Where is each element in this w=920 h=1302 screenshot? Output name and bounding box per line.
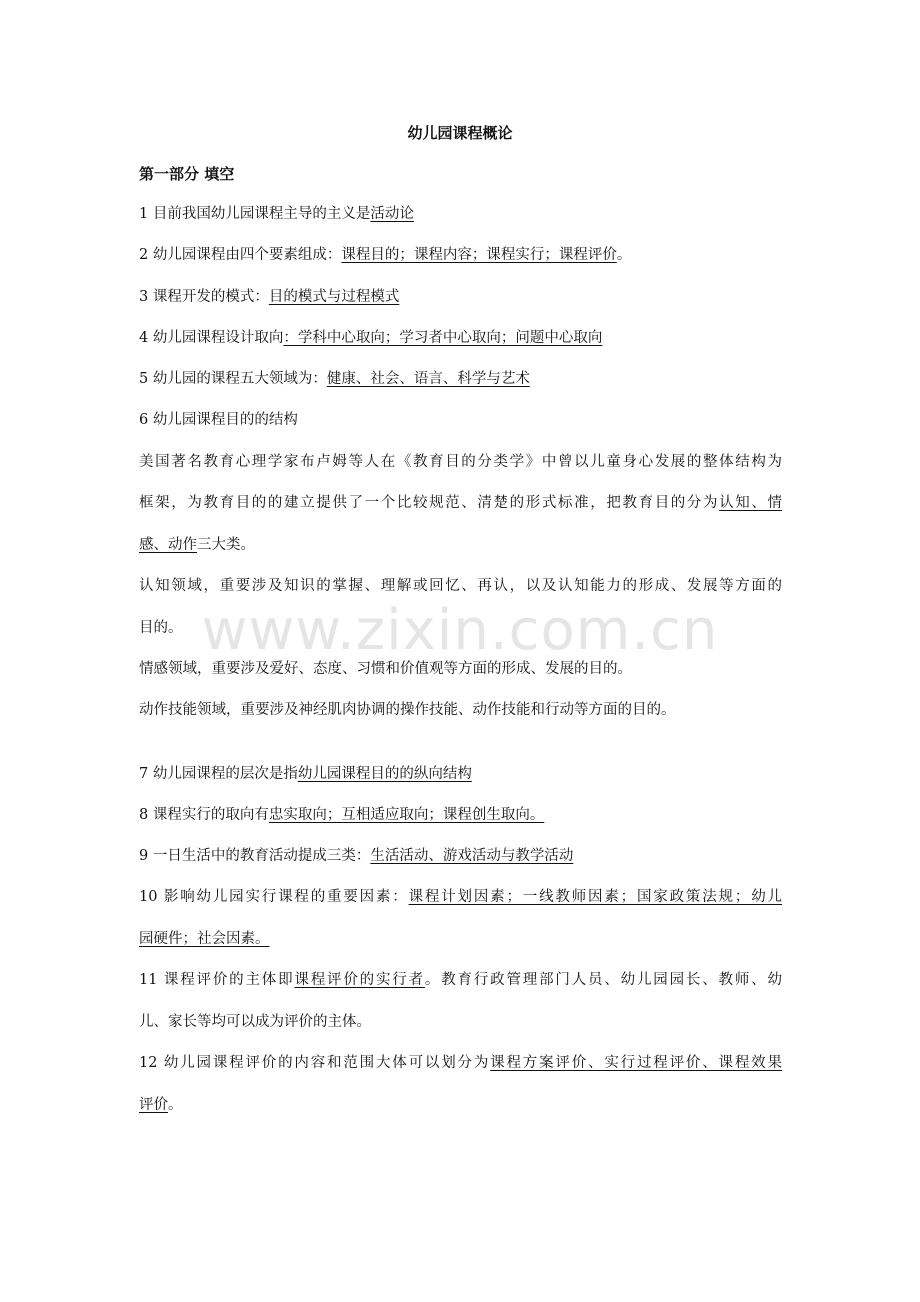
- answer: ：学科中心取向；学习者中心取向；问题中心取向: [283, 330, 603, 346]
- paragraph-line: 情感领域，重要涉及爱好、态度、习惯和价值观等方面的形成、发展的目的。: [139, 661, 632, 677]
- question-text: 5 幼儿园的课程五大领域为：: [139, 371, 327, 387]
- question-tail: 。: [616, 247, 632, 263]
- question-text: 11 课程评价的主体即: [139, 972, 295, 988]
- answer: 认知、情: [719, 495, 783, 511]
- answer: 健康、社会、语言、科学与艺术: [326, 371, 530, 387]
- question-text: 10 影响幼儿园实行课程的重要因素：: [139, 889, 409, 905]
- question-3: [139, 287, 399, 307]
- paragraph-line: 动作技能领域，重要涉及神经肌肉协调的操作技能、动作技能和行动等方面的目的。: [139, 702, 676, 718]
- answer: 幼儿园课程目的的纵向结构: [297, 766, 472, 782]
- paragraph-text: 三大类。: [197, 537, 255, 553]
- question-8: [139, 805, 544, 825]
- watermark: www.zixin.com.cn: [201, 598, 719, 663]
- question-text: 4 幼儿园课程设计取向: [139, 330, 284, 346]
- answer: 忠实取向；互相适应取向；课程创生取向。: [268, 807, 545, 823]
- page-title: 幼儿园课程概论: [407, 124, 513, 142]
- question-text: 8 课程实行的取向有: [139, 807, 269, 823]
- paragraph-text: 框架，为教育目的的建立提供了一个比较规范、清楚的形式标准，把教育目的分为: [139, 495, 720, 511]
- question-6: [139, 410, 298, 430]
- answer: 活动论: [370, 206, 414, 222]
- paragraph-line: [139, 493, 782, 513]
- paragraph-line: 认知领域，重要涉及知识的掌握、理解或回忆、再认，以及认知能力的形成、发展等方面的: [139, 578, 782, 594]
- question-7: [139, 764, 472, 784]
- question-2: [139, 245, 631, 265]
- question-5: [139, 369, 530, 389]
- paragraph-line: 美国著名教育心理学家布卢姆等人在《教育目的分类学》中曾以儿童身心发展的整体结构为: [139, 454, 782, 470]
- question-12-continued: [139, 1095, 183, 1115]
- question-9: [139, 846, 573, 866]
- answer: 课程评价的实行者: [294, 972, 425, 988]
- answer: 课程计划因素；一线教师因素；国家政策法规；幼儿: [408, 889, 783, 905]
- question-10: [139, 887, 782, 907]
- answer: 生活活动、游戏活动与教学活动: [370, 848, 574, 864]
- paragraph-line: 目的。: [139, 620, 183, 636]
- paragraph-line: [139, 535, 255, 555]
- answer: 评价: [139, 1097, 168, 1113]
- question-text: 9 一日生活中的教育活动提成三类：: [139, 848, 371, 864]
- answer: 感、动作: [139, 537, 197, 553]
- question-12: [139, 1053, 782, 1073]
- question-text: 3 课程开发的模式：: [139, 289, 269, 305]
- question-11: [139, 970, 782, 990]
- answer: 课程方案评价、实行过程评价、课程效果: [490, 1055, 782, 1071]
- answer: 园硬件；社会因素。: [139, 931, 270, 947]
- question-text: 2 幼儿园课程由四个要素组成：: [139, 247, 342, 263]
- question-tail: 。教育行政管理部门人员、幼儿园园长、教师、幼: [424, 972, 783, 988]
- question-text: 7 幼儿园课程的层次是指: [139, 766, 298, 782]
- question-tail: 。: [168, 1097, 183, 1113]
- question-11-continued: 儿、家长等均可以成为评价的主体。: [139, 1014, 371, 1030]
- answer: 课程目的；课程内容；课程实行；课程评价: [341, 247, 617, 263]
- question-text: 12 幼儿园课程评价的内容和范围大体可以划分为: [139, 1055, 491, 1071]
- question-4: [139, 328, 602, 348]
- question-text: 1 目前我国幼儿园课程主导的主义是: [139, 206, 371, 222]
- answer: 目的模式与过程模式: [268, 289, 400, 305]
- question-10-continued: [139, 929, 270, 949]
- question-text: 6 幼儿园课程目的的结构: [139, 412, 298, 428]
- section-heading: 第一部分 填空: [139, 165, 235, 183]
- question-1: [139, 204, 414, 224]
